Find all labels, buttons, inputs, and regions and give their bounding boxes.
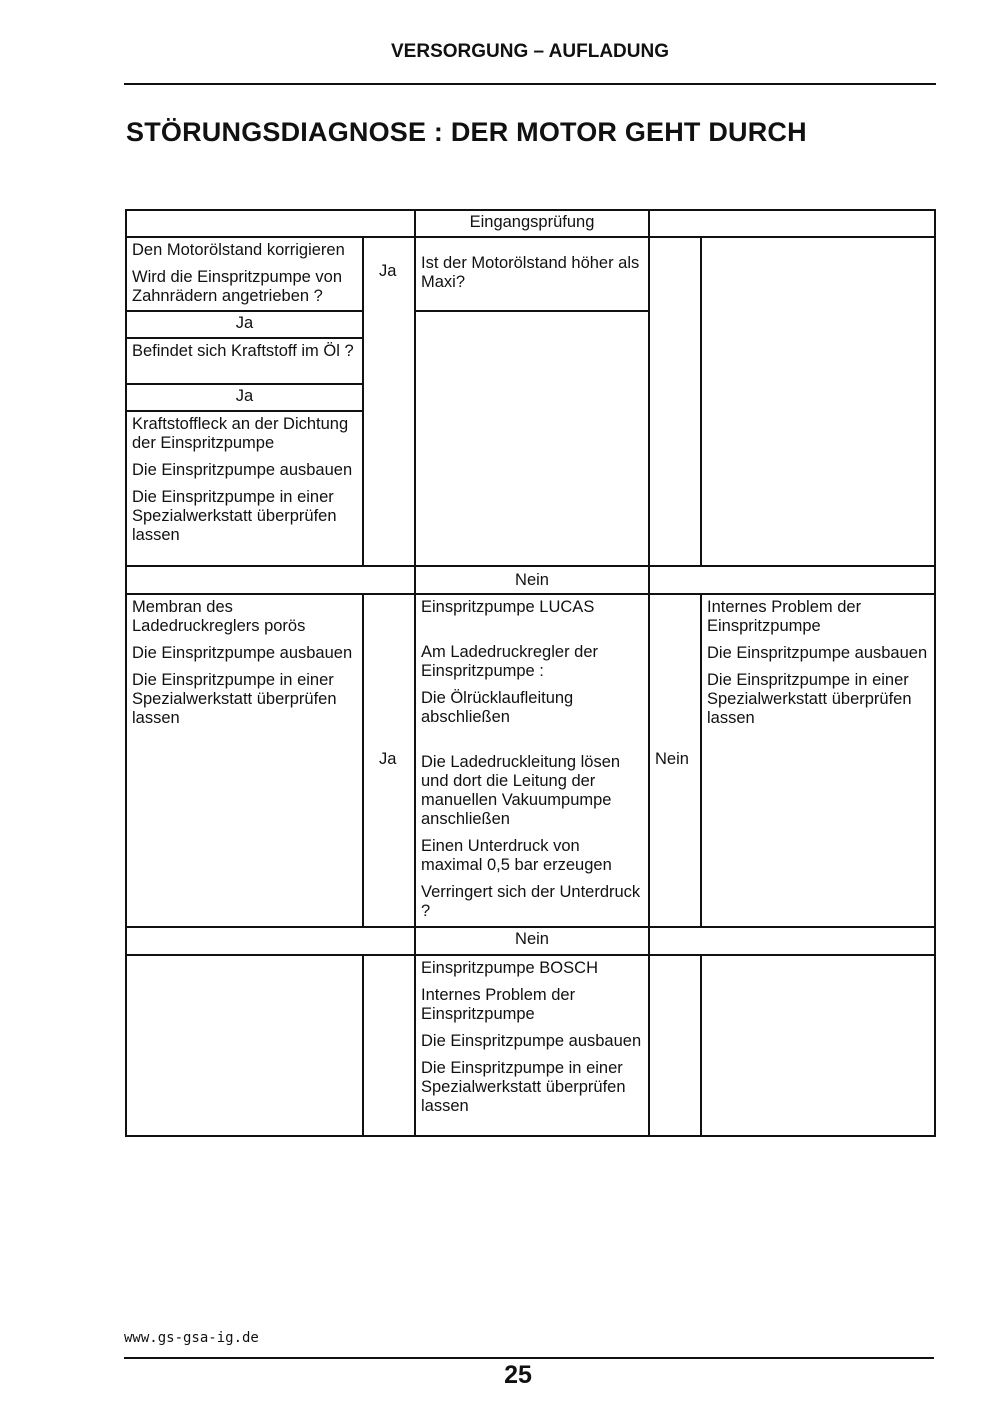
answer-yes-box: Ja — [125, 310, 364, 339]
oil-branch-text: Den Motorölstand korrigieren — [132, 241, 345, 259]
empty-cell — [648, 565, 936, 595]
bosch-text: Einspritzpumpe BOSCH — [421, 959, 598, 977]
empty-cell — [700, 954, 936, 1137]
empty-cell — [648, 209, 936, 238]
header-rule — [124, 83, 936, 85]
fuel-branch-text: Kraftstoffleck an der Dichtung der Einspritzpumpe — [132, 415, 349, 452]
answer-no-box: Nein — [414, 926, 650, 956]
page-number: 25 — [504, 1361, 532, 1389]
empty-cell — [125, 209, 416, 238]
empty-cell — [125, 565, 416, 595]
empty-cell — [700, 236, 936, 567]
internal-text: Die Einspritzpumpe in einer Spezialwerkstatt überprüfen lassen — [707, 671, 912, 727]
bosch-box — [414, 954, 650, 1137]
membrane-text: Membran des Ladedruckreglers porös — [132, 598, 306, 635]
answer-no-label: Nein — [655, 750, 689, 768]
bosch-text: Internes Problem der Einspritzpumpe — [421, 986, 576, 1023]
lucas-text: Verringert sich der Unterdruck ? — [421, 883, 641, 920]
lucas-text: Am Ladedruckregler der Einspritzpumpe : — [421, 643, 599, 680]
membrane-box — [125, 593, 364, 928]
answer-yes-label: Ja — [379, 262, 397, 280]
connector-column — [648, 954, 702, 1137]
lucas-text: Die Ladedruckleitung lösen und dort die Leitung der manuellen Vakuumpumpe anschließen — [421, 753, 621, 828]
lucas-box — [414, 593, 650, 928]
oil-branch-text: Wird die Einspritzpumpe von Zahnrädern angetrieben ? — [132, 268, 343, 305]
footer-rule — [124, 1357, 934, 1359]
fuel-branch-text: Die Einspritzpumpe in einer Spezialwerkstatt überprüfen lassen — [132, 488, 337, 544]
empty-cell — [125, 926, 416, 956]
entry-check: Eingangsprüfung — [414, 209, 650, 238]
answer-yes-label: Ja — [379, 750, 397, 768]
lucas-text: Einen Unterdruck von maximal 0,5 bar erzeugen — [421, 837, 612, 874]
footer-url: www.gs-gsa-ig.de — [124, 1330, 259, 1346]
internal-text: Internes Problem der Einspritzpumpe — [707, 598, 862, 635]
connector-column — [362, 954, 416, 1137]
section-header: VERSORGUNG – AUFLADUNG — [391, 41, 669, 62]
question-fuel-in-oil: Befindet sich Kraftstoff im Öl ? — [125, 337, 364, 385]
page-title: STÖRUNGSDIAGNOSE : DER MOTOR GEHT DURCH — [126, 117, 807, 147]
empty-cell — [414, 310, 650, 567]
connector-column — [648, 236, 702, 567]
fuel-branch-text: Die Einspritzpumpe ausbauen — [132, 461, 353, 479]
connector-column — [362, 236, 416, 567]
answer-no-box: Nein — [414, 565, 650, 595]
empty-cell — [648, 926, 936, 956]
answer-yes-box: Ja — [125, 383, 364, 412]
fuel-leak-box — [125, 410, 364, 567]
bosch-text: Die Einspritzpumpe ausbauen — [421, 1032, 642, 1050]
oil-branch-box — [125, 236, 364, 312]
internal-problem-box — [700, 593, 936, 928]
lucas-text: Einspritzpumpe LUCAS — [421, 598, 595, 616]
membrane-text: Die Einspritzpumpe ausbauen — [132, 644, 353, 662]
membrane-text: Die Einspritzpumpe in einer Spezialwerkstatt überprüfen lassen — [132, 671, 337, 727]
internal-text: Die Einspritzpumpe ausbauen — [707, 644, 928, 662]
bosch-text: Die Einspritzpumpe in einer Spezialwerkstatt überprüfen lassen — [421, 1059, 626, 1115]
question-oil-level: Ist der Motorölstand höher als Maxi? — [414, 236, 650, 312]
empty-cell — [125, 954, 364, 1137]
lucas-text: Die Ölrücklaufleitung abschließen — [421, 689, 574, 726]
